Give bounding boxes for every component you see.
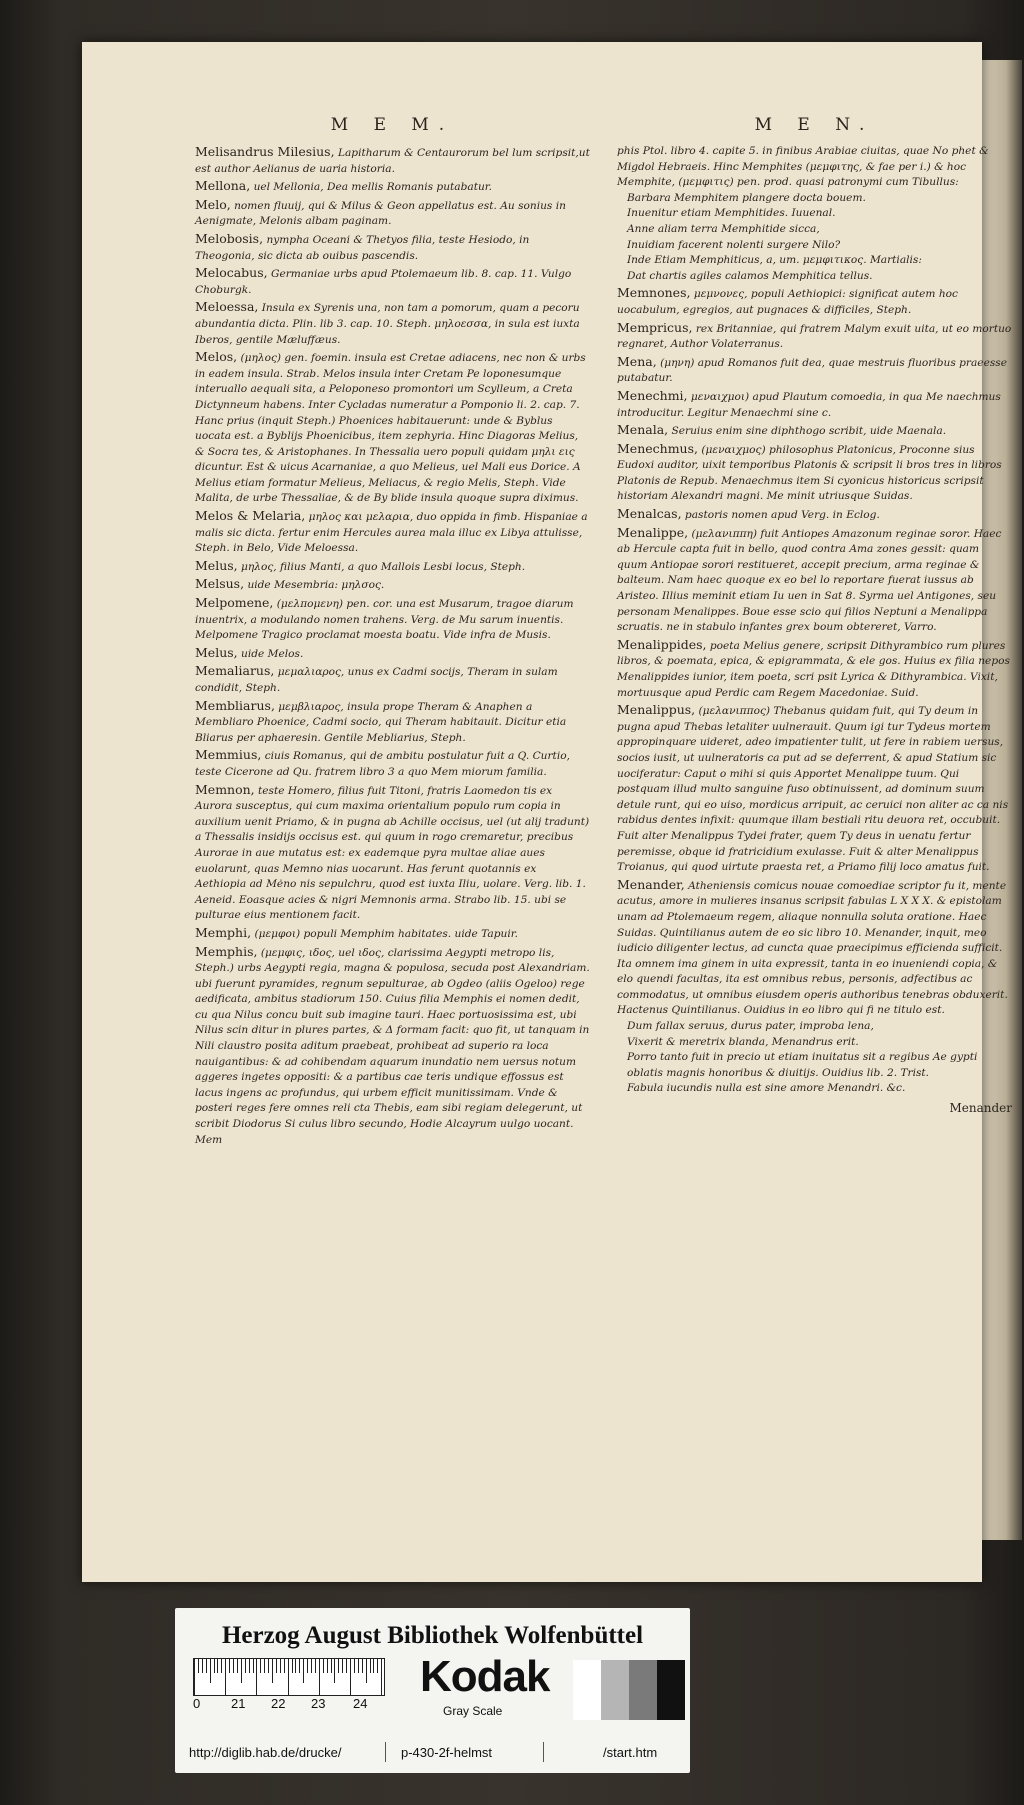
dictionary-entry xyxy=(195,645,590,663)
dictionary-entry xyxy=(195,349,590,507)
entry-text: Lapitharum & Centaurorum bel lum scripsit,ut est author Aelianus de uaria historia. xyxy=(195,147,590,175)
entry-headword: Menalippus, xyxy=(617,702,696,718)
ruler-tick xyxy=(284,1659,285,1673)
entry-headword: Mempricus, xyxy=(617,319,693,335)
dictionary-entry xyxy=(195,197,590,230)
entry-text: (μελανιππη) fuit Antiopes Amazonum reginae soror. Haec ab Hercule capta fuit in bello, quod contra Ama zones gessit: quam quum Antiopae sorori restitueret, accepit precium, arma reginae & balteum. Nam haec quoque ex eo bel lo reportare fuerat iussus ab Aristeo. Illius meminit etiam Iu uen in Sat 8. Syrma uel Antigones, seu personam Menalippes. Boue esse scio qui filios Neptuni a Menalippa scruatis. ne in stabulo infantes grex boum obtereret, Varro. xyxy=(617,527,1002,634)
ruler-tick xyxy=(307,1659,308,1673)
entry-headword: Memphi, xyxy=(195,924,252,940)
entry-headword: Menalcas, xyxy=(617,506,682,522)
entry-text: uide Mesembria: μηλσος. xyxy=(247,579,385,592)
ruler-tick xyxy=(229,1659,230,1673)
entry-headword: Melsus, xyxy=(195,576,245,592)
scale-number: 22 xyxy=(271,1696,286,1711)
ruler-tick xyxy=(323,1659,324,1673)
entry-text: (μεμφοι) populi Memphim habitates. uide Tapuir. xyxy=(254,927,518,940)
entry-text: Inde Etiam Memphiticus, a, um. μεμφιτικος. Martialis: xyxy=(627,254,922,267)
entry-text: μηλος και μελαρια, duo oppida in fimb. Hispaniae a malis sic dicta. fertur enim Hercules aurea mala illuc ex Libya attulisse, Steph. in Belo, Vide Meloessa. xyxy=(195,511,588,555)
ruler-tick xyxy=(319,1659,320,1695)
dictionary-entry xyxy=(617,702,1012,876)
dictionary-entry xyxy=(617,506,1012,524)
entry-text: Fabula iucundis nulla est sine amore Menandri. &c. xyxy=(627,1082,906,1095)
ruler-tick xyxy=(299,1659,300,1673)
ruler-tick xyxy=(331,1659,332,1673)
ruler-tick xyxy=(338,1659,339,1673)
ruler-tick xyxy=(233,1659,234,1673)
gray-scale-label: Gray Scale xyxy=(443,1704,503,1718)
dictionary-entry xyxy=(617,354,1012,387)
entry-headword: Memaliarus, xyxy=(195,663,275,679)
entry-text: uide Melos. xyxy=(241,647,304,660)
kodak-logo: Kodak xyxy=(420,1652,550,1701)
ruler-tick xyxy=(362,1659,363,1673)
ruler-tick xyxy=(198,1659,199,1673)
dictionary-entry xyxy=(195,265,590,298)
dictionary-entry xyxy=(195,747,590,780)
entry-text: (μηνη) apud Romanos fuit dea, quae mestruis fluoribus praeesse putabatur. xyxy=(617,356,1007,385)
entry-text: Inuidiam facerent nolenti surgere Nilo? xyxy=(627,238,841,251)
ruler-tick xyxy=(237,1659,238,1673)
entry-headword: Memmius, xyxy=(195,747,262,763)
dictionary-entry xyxy=(195,508,590,557)
entry-text: phis Ptol. libro 4. capite 5. in finibus Arabiae ciuitas, quae No phet & Migdol Hebraeis. Hinc Memphites (μεμφιτης, & fae per i.) & hoc Memphite, (μεμφιτις) pen. prod. quasi patronymi cum Tibullus: xyxy=(617,145,989,189)
entry-headword: Menalippides, xyxy=(617,636,707,652)
entry-headword: Melobosis, xyxy=(195,230,264,246)
scale-number: 24 xyxy=(353,1696,368,1711)
ruler-tick xyxy=(202,1659,203,1673)
ruler-tick xyxy=(272,1659,273,1683)
ruler-tick xyxy=(276,1659,277,1673)
entry-text: μηλος, filius Manti, a quo Mallois Lesbi locus, Steph. xyxy=(241,560,526,573)
dictionary-entry xyxy=(195,144,590,177)
dictionary-entry xyxy=(195,595,590,644)
ruler-tick xyxy=(225,1659,226,1695)
ruler-tick xyxy=(315,1659,316,1673)
entry-text: uel Mellonia, Dea mellis Romanis putabatur. xyxy=(253,181,493,194)
url-separator xyxy=(543,1742,544,1762)
right-entries xyxy=(617,144,1012,1097)
entry-text: poeta Melius genere, scripsit Dithyrambico rum plures libros, & poemata, epica, & epigrammata, & ele gos. Huius ex filia nepos Menalippides iunior, item poeta, scri psit Lyrica & Dithyrambica. Vixit, mortuusque apud Perdic cam Regem Macedoniae. Suid. xyxy=(617,639,1010,699)
dictionary-entry xyxy=(617,877,1012,1097)
entry-headword: Memnones, xyxy=(617,285,691,301)
ruler-tick xyxy=(253,1659,254,1673)
entry-text: Germaniae urbs apud Ptolemaeum lib. 8. cap. 11. Vulgo Choburgk. xyxy=(195,268,572,296)
ruler-tick xyxy=(346,1659,347,1673)
catchword: Menander xyxy=(949,1101,1012,1116)
entry-text: Seruius enim sine diphthogo scribit, uide Maenala. xyxy=(671,425,947,438)
scale-numbers xyxy=(193,1696,393,1716)
entry-text: (μελπομενη) pen. cor. una est Musarum, tragoe diarum inuentrix, a modulando nomen trahens. Verg. de Mu sarum inuentis. Melpomene Tragico proclamat moesta boatu. Vide infra de Musis. xyxy=(195,598,574,642)
scale-number: 21 xyxy=(231,1696,246,1711)
url-bar xyxy=(175,1738,690,1766)
entry-text: Porro tanto fuit in precio ut etiam inuitatus sit a regibus Ae gypti oblatis magnis honoribus & diuitijs. Ouidius lib. 2. Trist. xyxy=(627,1051,978,1079)
ruler-tick xyxy=(303,1659,304,1683)
ruler-tick xyxy=(260,1659,261,1673)
entry-text: ciuis Romanus, qui de ambitu postulatur fuit a Q. Curtio, teste Cicerone ad Qu. fratrem libro 3 a quo Mem miorum familia. xyxy=(195,750,570,778)
entry-headword: Memnon, xyxy=(195,781,255,797)
gray-swatch xyxy=(601,1660,629,1720)
gray-swatch xyxy=(657,1660,685,1720)
url-separator xyxy=(385,1742,386,1762)
ruler-tick xyxy=(194,1659,195,1695)
gray-swatches xyxy=(573,1660,685,1720)
entry-headword: Mena, xyxy=(617,353,657,369)
dictionary-entry xyxy=(195,576,590,594)
entry-text: μεμβλιαρος, insula prope Theram & Anaphen a Membliaro Phoenice, Cadmi socio, qui Theram habitauit. Dicitur etia Bliarus per aphaeresin. Gentile Mebliarius, Steph. xyxy=(195,700,567,744)
dictionary-entry xyxy=(195,925,590,943)
dictionary-entry xyxy=(617,320,1012,353)
entry-headword: Melisandrus Milesius, xyxy=(195,144,335,159)
dictionary-entry xyxy=(617,285,1012,318)
entry-text: teste Homero, filius fuit Titoni, fratris Laomedon tis ex Aurora susceptus, qui cum maxima orientalium populo rum copia in auxilium uenit Priamo, & in pugna ab Achille occisus, uel (ut alij tradunt) a Thessalis insidijs occisus est. qui quum in rogo cremaretur, precibus Aurorae in aue mutatus est: ex eademque pyra multae aliae aues euolarunt, quas Memno nias uocarunt. Has ferunt quotannis ex Aethiopia ad Mėno nis sepulchru, quod est iuxta Iliu, uolare. Verg. lib. 1. Aeneid. Eoasque acies & nigri Memnonis arma. Strabo lib. 15. ubi se pulturae eius mentionem facit. xyxy=(195,784,590,922)
entry-headword: Menander, xyxy=(617,876,685,892)
entry-text: (μεναιχμος) philosophus Platonicus, Proconne sius Eudoxi auditor, uixit temporibus Platonis & scripsit li bros tres in libros Platonis de Repub. Menaechmus item Si cyonicus historicus scripsit historiam Alexandri magni. Me minit utriusque Suidas. xyxy=(617,443,1002,503)
gray-swatch xyxy=(573,1660,601,1720)
entry-text: Dat chartis agiles calamos Memphitica tellus. xyxy=(627,269,873,282)
ruler-tick xyxy=(210,1659,211,1683)
url-prefix: http://diglib.hab.de/drucke/ xyxy=(189,1745,342,1760)
entry-text: (μελανιππος) Thebanus quidam fuit, qui Ty deum in pugna apud Thebas letaliter uulnerauit. Quum igi tur Tydeus mortem appropinquare uideret, adeo impatienter tulit, ut fere in rabiem uersus, socios iusit, ut uulneratoris ca put ad se deferrent, & apud Statium sic uociferatur: Caput o mihi si quis Apportet Menalippe tuum. Qui postquam illud multo sanguine fuso obtinuissent, ad dominum suum detule runt, qui eo uiso, mordicus arripuit, ac ceruici non aliter ac ca nis rabidus dentes infixit: quumque illam bestiali ritu deuora ret, occubuit. Fuit alter Menalippus Tydei frater, quem Ty deus in uenatu fertur peremisse, obque id fratricidium exulasse. Fuit & alter Menalippus Troianus, qui quod uirtute praesta ret, a Priamo filij loco amatus fuit. xyxy=(617,705,1009,874)
entry-text: Barbara Memphitem plangere docta bouem. xyxy=(627,191,866,204)
ruler-tick xyxy=(358,1659,359,1673)
entry-headword: Menala, xyxy=(617,422,669,438)
ruler-tick xyxy=(206,1659,207,1673)
ruler-tick xyxy=(377,1659,378,1673)
scale-number: 0 xyxy=(193,1696,201,1711)
ruler-tick xyxy=(268,1659,269,1673)
ruler-tick xyxy=(342,1659,343,1673)
library-title: Herzog August Bibliothek Wolfenbüttel xyxy=(221,1622,644,1649)
dictionary-entry xyxy=(617,388,1012,421)
dictionary-entry xyxy=(617,525,1012,636)
scale-ruler xyxy=(193,1658,385,1696)
entry-headword: Melos, xyxy=(195,349,238,365)
ruler-tick xyxy=(295,1659,296,1673)
ruler-tick xyxy=(350,1659,351,1695)
left-column xyxy=(195,115,590,1149)
entry-text: pastoris nomen apud Verg. in Eclog. xyxy=(684,509,880,522)
entry-headword: Membliarus, xyxy=(195,697,275,713)
entry-text: μεμνονες, populi Aethiopici: significat autem hoc uocabulum, egregios, aut pugnaces & difficiles, Steph. xyxy=(617,288,958,316)
entry-text: Insula ex Syrenis una, non tam a pomorum, quam a pecoru abundantia dicta. Plin. lib 3. cap. 10. Steph. μηλοεσσα, in sula est iuxta Iberos, gentile Mæluffæus. xyxy=(195,302,580,346)
entry-headword: Melus, xyxy=(195,557,238,573)
ruler-tick xyxy=(217,1659,218,1673)
dictionary-entry xyxy=(617,637,1012,701)
url-suffix: /start.htm xyxy=(603,1745,658,1760)
ruler-tick xyxy=(373,1659,374,1673)
entry-headword: Melpomene, xyxy=(195,595,274,611)
ruler-tick xyxy=(311,1659,312,1673)
scale-number: 23 xyxy=(311,1696,326,1711)
ruler-tick xyxy=(214,1659,215,1673)
gray-swatch xyxy=(629,1660,657,1720)
entry-headword: Melus, xyxy=(195,644,238,660)
entry-headword: Memphis, xyxy=(195,943,258,959)
target-card xyxy=(175,1608,690,1773)
ruler-tick xyxy=(264,1659,265,1673)
url-id: p-430-2f-helmst xyxy=(401,1745,493,1760)
ruler-tick xyxy=(327,1659,328,1673)
right-column-header: M E N. xyxy=(754,115,875,135)
ruler-tick xyxy=(370,1659,371,1673)
ruler-tick xyxy=(245,1659,246,1673)
dictionary-entry xyxy=(195,944,590,1149)
left-entries xyxy=(195,144,590,1148)
entry-headword: Menechmi, xyxy=(617,387,688,403)
dictionary-entry xyxy=(195,663,590,696)
entry-headword: Menalippe, xyxy=(617,524,689,540)
entry-text: Dum fallax seruus, durus pater, improba lena, xyxy=(627,1020,874,1033)
ruler-tick xyxy=(256,1659,257,1695)
entry-text: Vixerit & meretrix blanda, Menandrus erit. xyxy=(627,1035,859,1048)
right-column xyxy=(617,115,1012,1117)
entry-text: (μηλος) gen. foemin. insula est Cretae adiacens, nec non & urbs in eadem insula. Strab. Melos insula inter Cretam Pe loponesumque interuallo aequali sita, a Peloponeso promontori um Scylleum, a Creta Dictynneum habens. Inter Cycladas numeratur a Pomponio li. 2. cap. 7. Hanc prius (inquit Steph.) Phoenices habitauerunt: unde & Byblus uocata est. a Byblijs Phoenicibus, item zephyria. Hinc Diagoras Melius, & Socra tes, & Aristophanes. In Thessalia uero populi quidam μηλι εις dicuntur. Est & uicus Acarnaniae, a quo Melieus, uel Mali eus Dorice. A Melius etiam formatur Melieus, Meliacus, & regio Melis, Steph. Vide Malita, de urbe Thessaliae, & de By blide insula quoque supra diximus. xyxy=(195,352,586,505)
entry-text: Inuenitur etiam Memphitides. Iuuenal. xyxy=(627,207,836,220)
dictionary-entry xyxy=(617,144,1012,284)
ruler-tick xyxy=(334,1659,335,1683)
ruler-tick xyxy=(354,1659,355,1673)
ruler-tick xyxy=(280,1659,281,1673)
ruler-tick xyxy=(366,1659,367,1683)
entry-headword: Menechmus, xyxy=(617,440,698,456)
ruler-tick xyxy=(292,1659,293,1673)
entry-text: nomen fluuij, qui & Milus & Geon appellatus est. Au sonius in Aenigmate, Melonis albam paginam. xyxy=(195,199,566,228)
entry-headword: Mellona, xyxy=(195,178,251,194)
dictionary-entry xyxy=(617,422,1012,440)
dictionary-entry xyxy=(195,231,590,264)
entry-text: μεμαλιαρος, unus ex Cadmi socijs, Theram in sulam condidit, Steph. xyxy=(195,666,558,694)
dictionary-entry xyxy=(195,698,590,747)
ruler-tick xyxy=(381,1659,382,1695)
entry-headword: Melocabus, xyxy=(195,265,268,281)
entry-headword: Meloessa, xyxy=(195,299,259,315)
entry-text: rex Britanniae, qui fratrem Malym exuit uita, ut eo mortuo regnaret, Author Volaterranus. xyxy=(617,322,1012,351)
dictionary-entry xyxy=(195,558,590,576)
ruler-tick xyxy=(221,1659,222,1673)
dictionary-entry xyxy=(195,299,590,348)
entry-text: Anne aliam terra Memphitide sicca, xyxy=(627,222,820,235)
entry-text: μεναιχμοι) apud Plautum comoedia, in qua Me naechmus introducitur. Legitur Menaechmi sine c. xyxy=(617,390,1001,419)
entry-headword: Melos & Melaria, xyxy=(195,508,306,524)
left-column-header: M E M. xyxy=(330,115,455,135)
entry-text: (μεμφις, ιδος, uel ιδος, clarissima Aegypti metropo lis, Steph.) urbs Aegypti regia, magna & populosa, secuda post Alexandriam. ubi fuerunt pyramides, regnum sepulturae, ab Ogdeo (aliis Ogeloo) rege aedificata, ambitus stadiorum 150. Cuius filia Memphis ei nomen dedit, cu qua Nilus concu buit sub imagine tauri. Haec portuosissima est, ubi Nilus scin ditur in plures partes, & Δ formam facit: quo fit, ut tanquam in Nili claustro posita aditum praebeat, prohibeat ad superio ra loca nauigantibus: & ad cohibendam aquarum inundatio nem uersus notum aggeres ingetes oppositi: & a partibus cae teris undique effossus est lacus ingens ac profundus, qui urbem efficit munitissimam. Vnde & posteri reges fere omnes reli cta Thebis, eam sibi regiam delegerunt, ut scribit Diodorus Si culus libro secundo, Hodie Alcayrum uulgo uocant. Mem xyxy=(195,946,590,1146)
dictionary-entry xyxy=(617,441,1012,505)
entry-text: Atheniensis comicus nouae comoediae scriptor fu it, mente acutus, amore in mulieres insanus scripsit fabulas L X X X. & epistolam unam ad Ptolemaeum regem, aliaque nonnulla soluta oratione. Haec Suidas. Quintilianus autem de eo sic libro 10. Menander, inquit, meo iudicio diligenter lectus, ad cuncta quae praecipimus efficienda sufficit. Ita omnem ima ginem in uita expressit, tanta in eo inueniendi copia, & elo quendi facultas, ita est omnibus rebus, personis, adfectibus ac commodatus, ut omnibus eiusdem operis authoribus tenebras obduxerit. Hactenus Quintilianus. Ouidius in eo libro qui fi ne titulo est. xyxy=(617,879,1008,1017)
dictionary-entry xyxy=(195,178,590,196)
ruler-tick xyxy=(249,1659,250,1673)
dictionary-entry xyxy=(195,782,590,924)
ruler-tick xyxy=(241,1659,242,1683)
entry-text: nympha Oceani & Thetyos filia, teste Hesiodo, in Theogonia, sic dicta ab ouibus pascendis. xyxy=(195,233,530,262)
entry-headword: Melo, xyxy=(195,196,231,212)
ruler-tick xyxy=(288,1659,289,1695)
